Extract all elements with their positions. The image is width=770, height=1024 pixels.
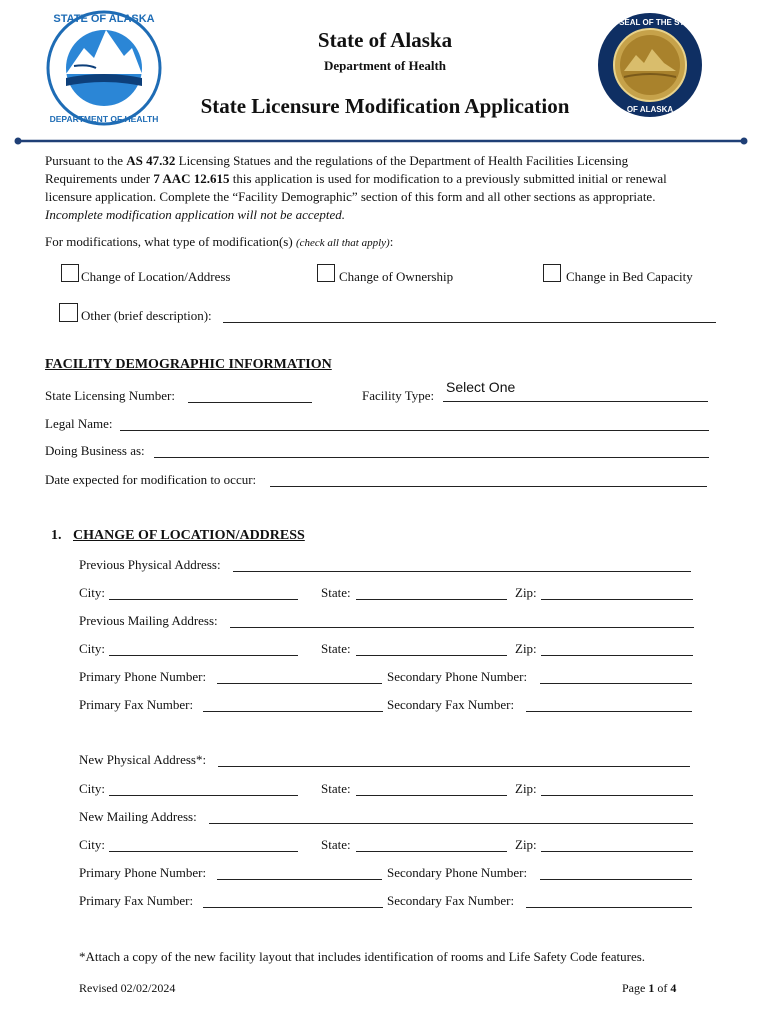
prev-physical-zip-label: Zip: bbox=[515, 585, 537, 600]
prev-mailing-state-field[interactable] bbox=[356, 643, 507, 656]
prev-mailing-city-label: City: bbox=[79, 641, 106, 656]
prev-primary-phone-label: Primary Phone Number: bbox=[79, 669, 207, 684]
header-rule bbox=[14, 132, 748, 140]
new-physical-city-label: City: bbox=[79, 781, 106, 796]
new-physical-city-field[interactable] bbox=[109, 783, 298, 796]
intro-line-3: licensure application. Complete the “Facility Demographic” section of this form and all other sections as appropriate. bbox=[45, 189, 656, 204]
demographic-heading: FACILITY DEMOGRAPHIC INFORMATION bbox=[45, 357, 332, 372]
prev-primary-fax-label: Primary Fax Number: bbox=[79, 697, 194, 712]
prev-physical-city-label: City: bbox=[79, 585, 106, 600]
prev-mailing-city-field[interactable] bbox=[109, 643, 298, 656]
new-mailing-state-field[interactable] bbox=[356, 839, 507, 852]
prev-mailing-zip-label: Zip: bbox=[515, 641, 537, 656]
dba-label: Doing Business as: bbox=[45, 443, 145, 458]
svg-text:STATE OF ALASKA: STATE OF ALASKA bbox=[53, 13, 155, 25]
prev-primary-phone-field[interactable] bbox=[217, 671, 382, 684]
prev-physical-zip-field[interactable] bbox=[541, 587, 693, 600]
legal-name-label: Legal Name: bbox=[45, 416, 113, 431]
layout-attachment-note: *Attach a copy of the new facility layout that includes identification of rooms and Life Safety Code features. bbox=[79, 949, 646, 964]
intro-line-1: Pursuant to the AS 47.32 Licensing Statues and the regulations of the Department of Health Facilities Licensing bbox=[45, 153, 629, 168]
other-label: Other (brief description): bbox=[81, 308, 212, 323]
new-mailing-city-field[interactable] bbox=[109, 839, 298, 852]
new-physical-label: New Physical Address*: bbox=[79, 752, 207, 767]
other-description-field[interactable] bbox=[223, 310, 716, 323]
facility-type-value: Select One bbox=[446, 379, 516, 395]
svg-text:THE SEAL OF THE STATE: THE SEAL OF THE STATE bbox=[600, 18, 700, 27]
new-primary-phone-field[interactable] bbox=[217, 867, 382, 880]
prev-physical-field[interactable] bbox=[233, 559, 691, 572]
change-bed-capacity-checkbox[interactable] bbox=[543, 264, 561, 282]
facility-type-label: Facility Type: bbox=[362, 388, 435, 403]
change-location-label: Change of Location/Address bbox=[81, 269, 231, 284]
prev-secondary-fax-label: Secondary Fax Number: bbox=[387, 697, 515, 712]
other-checkbox[interactable] bbox=[59, 303, 78, 322]
prev-secondary-fax-field[interactable] bbox=[526, 699, 692, 712]
new-physical-state-label: State: bbox=[321, 781, 351, 796]
new-secondary-fax-label: Secondary Fax Number: bbox=[387, 893, 515, 908]
new-physical-field[interactable] bbox=[218, 754, 690, 767]
prev-physical-city-field[interactable] bbox=[109, 587, 298, 600]
new-mailing-state-label: State: bbox=[321, 837, 351, 852]
prev-mailing-field[interactable] bbox=[230, 615, 694, 628]
svg-text:OF ALASKA: OF ALASKA bbox=[626, 105, 674, 114]
new-mailing-zip-field[interactable] bbox=[541, 839, 693, 852]
new-primary-fax-label: Primary Fax Number: bbox=[79, 893, 194, 908]
new-physical-zip-label: Zip: bbox=[515, 781, 537, 796]
prev-mailing-state-label: State: bbox=[321, 641, 351, 656]
change-ownership-checkbox[interactable] bbox=[317, 264, 335, 282]
new-mailing-city-label: City: bbox=[79, 837, 106, 852]
new-physical-zip-field[interactable] bbox=[541, 783, 693, 796]
prev-physical-state-label: State: bbox=[321, 585, 351, 600]
new-secondary-phone-field[interactable] bbox=[540, 867, 692, 880]
section-1-number: 1. bbox=[51, 528, 62, 543]
new-mailing-label: New Mailing Address: bbox=[79, 809, 197, 824]
prev-secondary-phone-field[interactable] bbox=[540, 671, 692, 684]
intro-line-2: Requirements under 7 AAC 12.615 this application is used for modification to a previously submitted initial or renewal bbox=[45, 171, 667, 186]
prev-secondary-phone-label: Secondary Phone Number: bbox=[387, 669, 528, 684]
change-location-checkbox[interactable] bbox=[61, 264, 79, 282]
section-1-heading: CHANGE OF LOCATION/ADDRESS bbox=[73, 528, 305, 543]
modification-question: For modifications, what type of modification(s) (check all that apply): bbox=[45, 234, 394, 249]
new-primary-fax-field[interactable] bbox=[203, 895, 383, 908]
department-title: Department of Health bbox=[323, 58, 447, 73]
page-number: Page 1 of 4 bbox=[622, 981, 677, 995]
prev-physical-state-field[interactable] bbox=[356, 587, 507, 600]
change-ownership-label: Change of Ownership bbox=[339, 269, 454, 284]
revised-date: Revised 02/02/2024 bbox=[79, 981, 176, 995]
license-number-field[interactable] bbox=[188, 390, 312, 403]
new-secondary-fax-field[interactable] bbox=[526, 895, 692, 908]
new-mailing-zip-label: Zip: bbox=[515, 837, 537, 852]
form-title: State Licensure Modification Application bbox=[200, 94, 570, 118]
prev-primary-fax-field[interactable] bbox=[203, 699, 383, 712]
license-number-label: State Licensing Number: bbox=[45, 388, 175, 403]
new-secondary-phone-label: Secondary Phone Number: bbox=[387, 865, 528, 880]
prev-physical-label: Previous Physical Address: bbox=[79, 557, 221, 572]
new-primary-phone-label: Primary Phone Number: bbox=[79, 865, 207, 880]
modification-date-label: Date expected for modification to occur: bbox=[45, 472, 257, 487]
dba-field[interactable] bbox=[154, 445, 709, 458]
new-mailing-field[interactable] bbox=[209, 811, 693, 824]
intro-line-4: Incomplete modification application will not be accepted. bbox=[45, 207, 346, 222]
change-bed-capacity-label: Change in Bed Capacity bbox=[566, 269, 693, 284]
legal-name-field[interactable] bbox=[120, 418, 709, 431]
svg-text:DEPARTMENT OF HEALTH: DEPARTMENT OF HEALTH bbox=[49, 114, 159, 124]
prev-mailing-zip-field[interactable] bbox=[541, 643, 693, 656]
prev-mailing-label: Previous Mailing Address: bbox=[79, 613, 218, 628]
facility-type-select[interactable] bbox=[443, 378, 708, 402]
state-title: State of Alaska bbox=[317, 28, 453, 52]
new-physical-state-field[interactable] bbox=[356, 783, 507, 796]
modification-date-field[interactable] bbox=[270, 474, 707, 487]
